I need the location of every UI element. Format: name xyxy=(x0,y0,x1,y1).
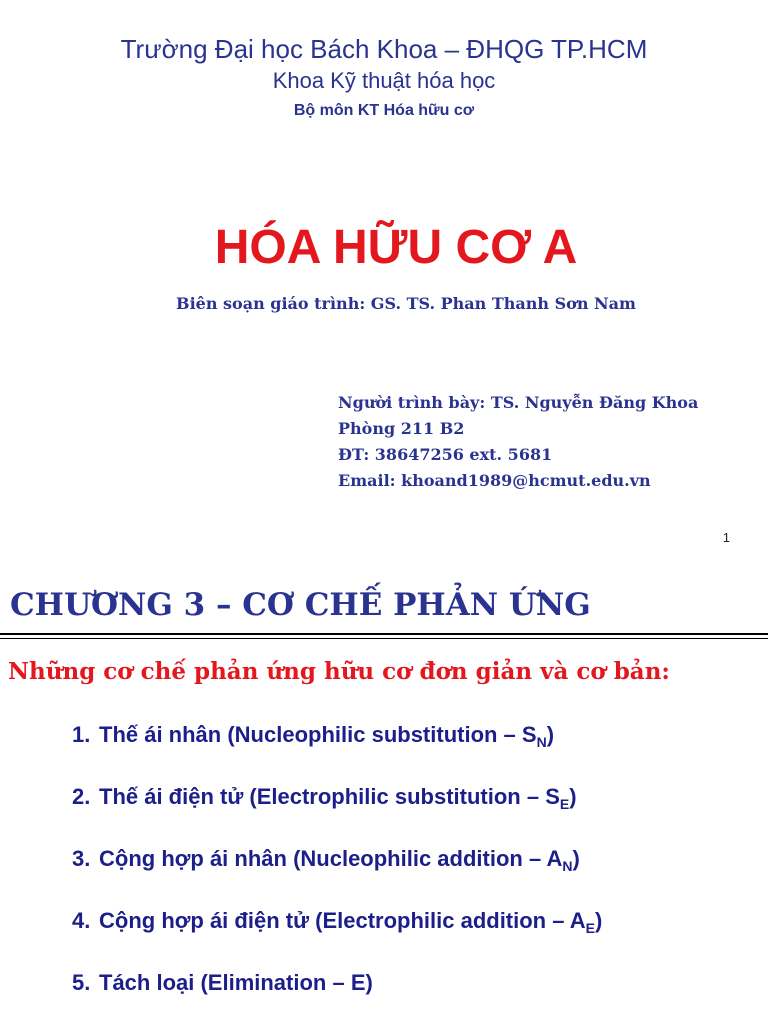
mechanism-list xyxy=(72,718,602,1028)
item-text: Thế ái nhân (Nucleophilic substitution – S xyxy=(99,722,537,747)
item-number: 1. xyxy=(72,722,91,747)
item-number: 4. xyxy=(72,908,91,933)
item-number: 5. xyxy=(72,970,91,995)
item-close: ) xyxy=(546,722,555,747)
department-name: Bộ môn KT Hóa hữu cơ xyxy=(293,102,475,119)
item-close: ) xyxy=(569,784,577,809)
item-text: Cộng hợp ái nhân (Nucleophilic addition – A xyxy=(99,846,563,871)
presenter-info xyxy=(338,390,698,494)
presenter-name: Người trình bày: TS. Nguyễn Đăng Khoa xyxy=(338,393,699,412)
presenter-room: Phòng 211 B2 xyxy=(338,419,465,438)
list-item xyxy=(72,904,602,966)
list-item xyxy=(72,718,602,780)
presenter-phone: ĐT: 38647256 ext. 5681 xyxy=(338,445,553,464)
item-subscript: E xyxy=(559,796,570,812)
list-item xyxy=(72,842,602,904)
university-name: Trường Đại học Bách Khoa – ĐHQG TP.HCM xyxy=(120,34,648,64)
faculty-name: Khoa Kỹ thuật hóa học xyxy=(272,68,496,93)
list-item xyxy=(72,966,602,1028)
mechanisms-intro: Những cơ chế phản ứng hữu cơ đơn giản và cơ bản: xyxy=(8,658,670,685)
presenter-email: Email: khoand1989@hcmut.edu.vn xyxy=(338,471,651,490)
item-number: 2. xyxy=(72,784,91,809)
item-subscript: N xyxy=(536,734,547,750)
chapter-title: CHƯƠNG 3 – CƠ CHẾ PHẢN ỨNG xyxy=(10,587,591,623)
item-close: ) xyxy=(572,846,580,871)
list-item xyxy=(72,780,602,842)
item-subscript: N xyxy=(562,858,573,874)
page-number: 1 xyxy=(722,530,730,545)
title-divider xyxy=(0,633,768,635)
item-text: Cộng hợp ái điện tử (Electrophilic addition – A xyxy=(99,908,586,933)
item-number: 3. xyxy=(72,846,91,871)
course-title: HÓA HỮU CƠ A xyxy=(214,221,578,274)
title-divider-thin xyxy=(0,638,768,639)
item-close: ) xyxy=(595,908,603,933)
item-text: Tách loại (Elimination – E) xyxy=(99,970,373,995)
item-subscript: E xyxy=(585,920,595,936)
compiled-by: Biên soạn giáo trình: GS. TS. Phan Thanh Sơn Nam xyxy=(176,294,636,313)
item-text: Thế ái điện tử (Electrophilic substitution – S xyxy=(99,784,560,809)
